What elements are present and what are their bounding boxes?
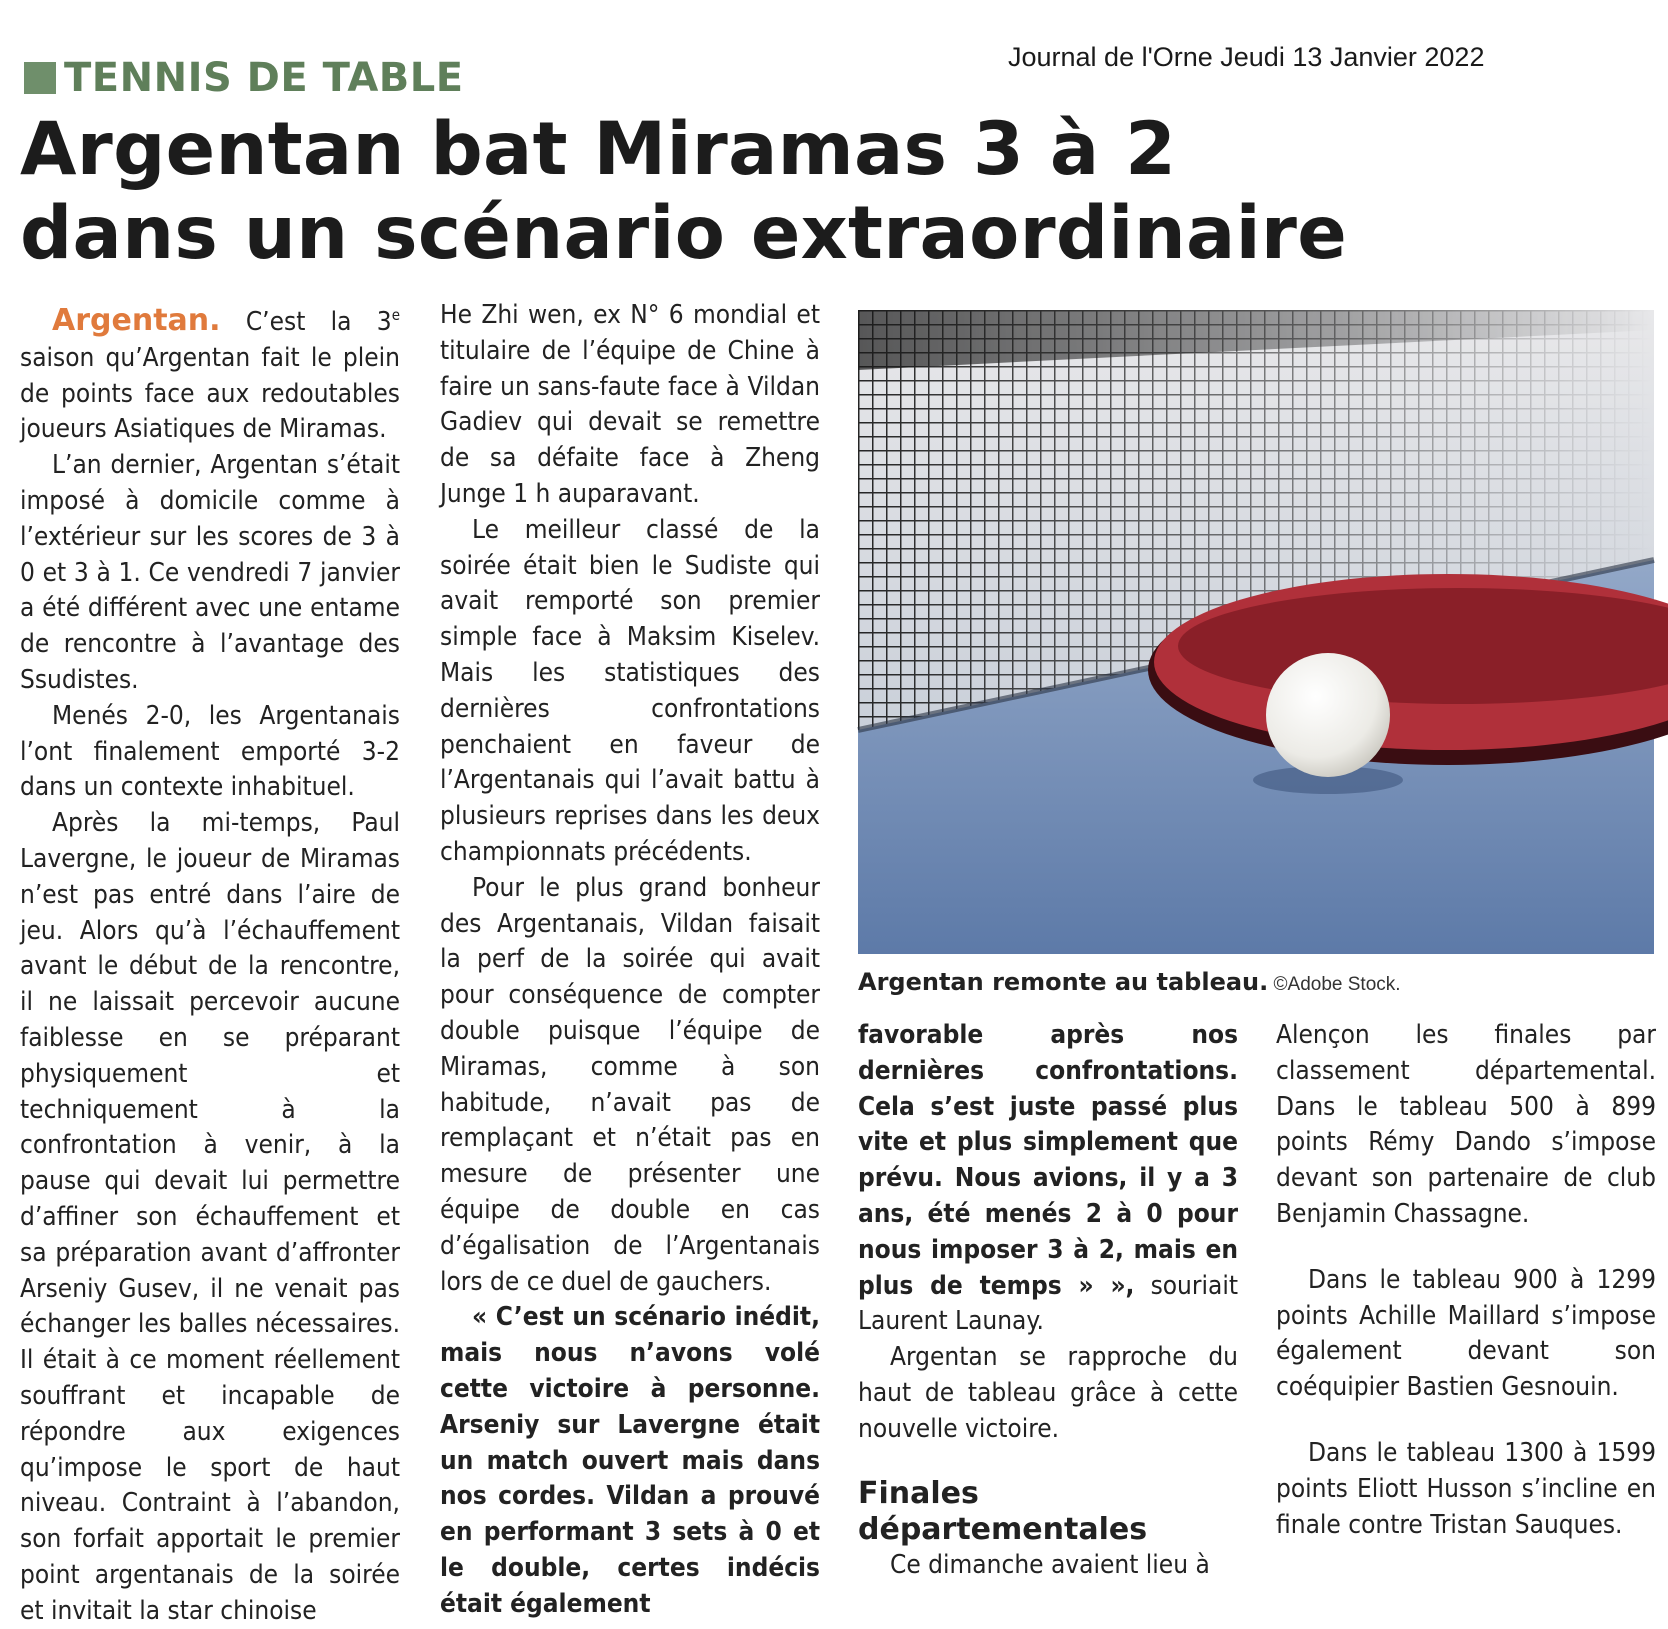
section-rubric bbox=[24, 56, 464, 100]
rubric-square-icon bbox=[24, 62, 56, 94]
paragraph: Ce dimanche avaient lieu à bbox=[890, 1549, 1210, 1580]
photo-credit: ©Adobe Stock. bbox=[1268, 974, 1401, 995]
paragraph: Le meilleur classé de la soirée était bien le Sudiste qui avait remporté son premier simple face à Maksim Kiselev. Mais les statistiques des dernières confrontations penchaient en faveur de l’Argentanais qui l’avait battu à plusieurs reprises dans les deux championnats précédents. bbox=[440, 514, 820, 867]
table-tennis-photo-illustration bbox=[858, 310, 1654, 954]
quote-paragraph: « C’est un scénario inédit, mais nous n’avons volé cette victoire à personne. Arseniy sur Lavergne était un match ouvert mais dans nos cordes. Vildan a prouvé en performant 3 sets à 0 et le double, certes indécis était également bbox=[440, 1302, 820, 1619]
rubric-label: TENNIS DE TABLE bbox=[64, 55, 464, 101]
headline-line-1: Argentan bat Miramas 3 à 2 bbox=[20, 107, 1177, 192]
paragraph: L’an dernier, Argentan s’était imposé à domicile comme à l’extérieur sur les scores de 3 à 0 et 3 à 1. Ce vendredi 7 janvier a été différent avec une entame de rencontre à l’avantage des Ssudistes. bbox=[20, 450, 400, 695]
headline-line-2: dans un scénario extraordinaire bbox=[20, 191, 1348, 276]
paragraph bbox=[20, 298, 400, 448]
paragraph: He Zhi wen, ex N° 6 mondial et titulaire de l’équipe de Chine à faire un sans-faute face à Vildan Gadiev qui devait se remettre de sa défaite face à Zheng Junge 1 h auparavant. bbox=[440, 300, 820, 509]
paragraph-text: C’est la 3 bbox=[220, 307, 392, 337]
quote-text: favorable après nos dernières confrontations. Cela s’est juste passé plus vite et plus simplement que prévu. Nous avions, il y a 3 ans, été menés 2 à 0 pour nous imposer 3 à 2, mais en plus de temps » », bbox=[858, 1020, 1238, 1301]
paragraph: Argentan se rapproche du haut de tableau grâce à cette nouvelle victoire. bbox=[858, 1342, 1238, 1444]
subheading: Finales départementales bbox=[858, 1475, 1148, 1547]
paragraph: Menés 2-0, les Argentanais l’ont finalement emporté 3-2 dans un contexte inhabituel. bbox=[20, 700, 400, 803]
paragraph: Pour le plus grand bonheur des Argentanais, Vildan faisait la perf de la soirée qui avait pour conséquence de compter double puisque l’équipe de Miramas, comme à son habitude, n’avait pas de remplaçant et n’était pas en mesure de présenter une équipe de double en cas d’égalisation de l’Argentanais lors de ce duel de gauchers. bbox=[440, 872, 820, 1297]
article-column-2 bbox=[440, 298, 820, 1622]
photo-caption bbox=[858, 968, 1401, 997]
paragraph: Dans le tableau 1300 à 1599 points Eliott Husson s’incline en finale contre Tristan Sauques. bbox=[1276, 1437, 1656, 1540]
article-photo bbox=[858, 310, 1654, 954]
superscript: e bbox=[391, 306, 400, 324]
paragraph: Alençon les finales par classement départemental. Dans le tableau 500 à 899 points Rémy Dando s’impose devant son partenaire de club Benjamin Chassagne. bbox=[1276, 1020, 1656, 1229]
paragraph: Après la mi-temps, Paul Lavergne, le joueur de Miramas n’est pas entré dans l’aire de jeu. Alors qu’à l’échauffement avant le début de la rencontre, il ne laissait percevoir aucune faiblesse en se préparant physiquement et techniquement à la confrontation à venir, à la pause qui devait lui permettre d’affiner son échauffement et sa préparation avant d’affronter Arseniy Gusev, il ne venait pas échanger les balles nécessaires. Il était à ce moment réellement souffrant et incapable de répondre aux exigences qu’impose le sport de haut niveau. Contraint à l’abandon, son forfait apportait le premier point argentanais de la soirée et invitait la star chinoise bbox=[20, 808, 400, 1626]
paragraph-text: saison qu’Argentan fait le plein de points face aux redoutables joueurs Asiatiques de Miramas. bbox=[20, 342, 400, 445]
publication-source: Journal de l'Orne Jeudi 13 Janvier 2022 bbox=[1008, 42, 1485, 72]
article-column-1 bbox=[20, 298, 400, 1629]
caption-text: Argentan remonte au tableau. bbox=[858, 968, 1269, 996]
article-column-4 bbox=[1276, 1018, 1656, 1543]
article-column-3 bbox=[858, 1018, 1238, 1583]
lead-dateline: Argentan. bbox=[52, 303, 221, 338]
paragraph: Dans le tableau 900 à 1299 points Achille Maillard s’impose également devant son coéquipier Bastien Gesnouin. bbox=[1276, 1264, 1656, 1403]
article-headline bbox=[20, 108, 1640, 276]
paragraph bbox=[858, 1018, 1238, 1340]
paragraph-text: souriait Laurent Launay. bbox=[858, 1270, 1238, 1337]
